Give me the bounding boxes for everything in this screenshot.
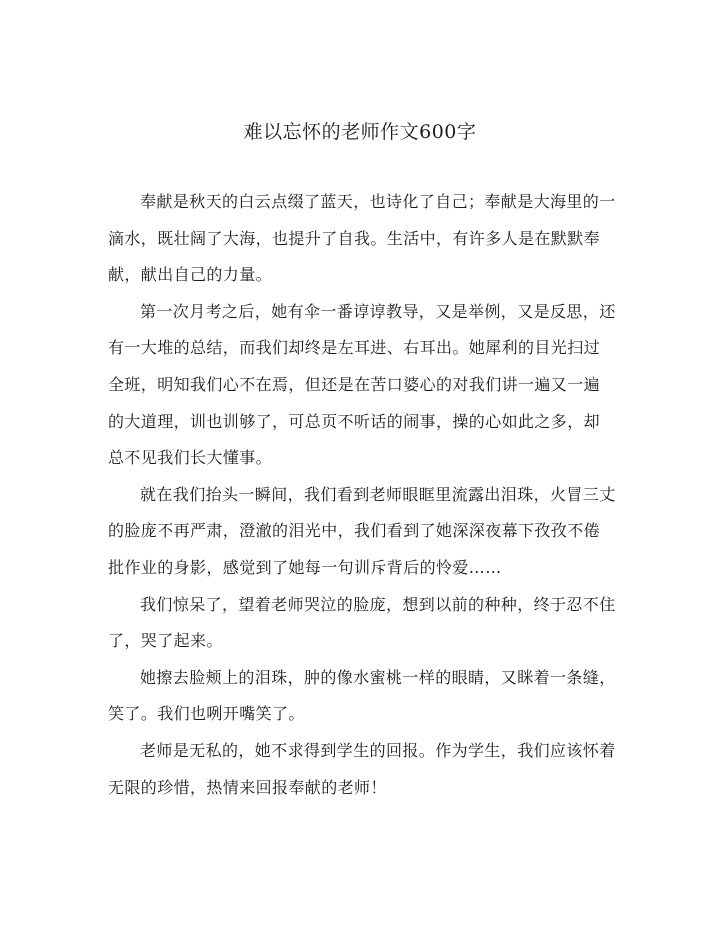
paragraph-5: 她擦去脸颊上的泪珠，肿的像水蜜桃一样的眼睛，又眯着一条缝，笑了。我们也咧开嘴笑了。 [108,667,616,724]
document-title: 难以忘怀的老师作文600字 [243,121,477,143]
paragraph-2: 第一次月考之后，她有伞一番谆谆教导，又是举例，又是反思，还有一大堆的总结，而我们却终是左耳进、右耳出。她犀利的目光扫过全班，明知我们心不在焉，但还是在苦口婆心的对我们讲一遍又一遍的大道理，训也训够了，可总页不听话的闹事，操的心如此之多，却总不见我们长大懂事。 [108,301,616,468]
paragraph-3: 就在我们抬头一瞬间，我们看到老师眼眶里流露出泪珠，火冒三丈的脸庞不再严肃，澄澈的泪光中，我们看到了她深深夜幕下孜孜不倦批作业的身影，感觉到了她每一句训斥背后的怜爱…… [108,484,616,577]
paragraph-4: 我们惊呆了，望着老师哭泣的脸庞，想到以前的种种，终于忍不住了，哭了起来。 [108,594,616,651]
document-body [108,184,616,806]
paragraph-6: 老师是无私的，她不求得到学生的回报。作为学生，我们应该怀着无限的珍惜，热情来回报奉献的老师！ [108,740,616,797]
paragraph-1: 奉献是秋天的白云点缀了蓝天，也诗化了自己；奉献是大海里的一滴水，既壮阔了大海，也提升了自我。生活中，有许多人是在默默奉献，献出自己的力量。 [108,192,616,285]
